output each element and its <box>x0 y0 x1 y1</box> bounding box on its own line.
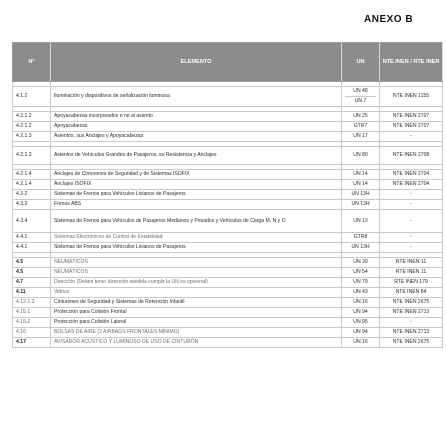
row-element: Protección para Colisión Lateral <box>51 318 342 328</box>
table-row <box>13 308 443 318</box>
table-row <box>13 190 443 200</box>
row-un: GTR7 <box>342 122 380 132</box>
table-row <box>13 180 443 190</box>
row-num: 4.2.1.4 <box>13 180 51 190</box>
regulations-table <box>12 42 443 348</box>
row-num: 4.5 <box>13 258 51 268</box>
row-element: Asientos, sus Anclajes y Apoyacabezas <box>51 132 342 142</box>
table-row <box>13 328 443 338</box>
header-element: ELEMENTO <box>51 43 342 82</box>
row-rte: - <box>380 210 443 233</box>
row-num: 4.3.3 <box>13 200 51 210</box>
row-element: NEUMÁTICOS <box>51 268 342 278</box>
table-row <box>13 288 443 298</box>
row-num: 4.2.1.3 <box>13 132 51 142</box>
row-rte: - <box>380 200 443 210</box>
row-un-value: UN 7 <box>345 96 376 106</box>
row-element: AVISADOR ACÚSTICO Y LUMINOSO DE USO DE CINTURÓN <box>51 338 342 348</box>
table-row <box>13 318 443 328</box>
row-rte: NTE INEN 2713 <box>380 328 443 338</box>
table-row <box>13 233 443 243</box>
table-row <box>13 298 443 308</box>
row-num: 4.11 <box>13 288 51 298</box>
table-row <box>13 210 443 233</box>
row-element: Asientos de Vehículos Grandes de Pasajeros, su Resistencia y Anclajes <box>51 147 342 165</box>
row-un: UN 17 <box>342 132 380 142</box>
header-un: UN <box>342 43 380 82</box>
table-row <box>13 268 443 278</box>
row-un: UN 79 <box>342 278 380 288</box>
row-un: GTR8 <box>342 233 380 243</box>
row-num: 4.4.1 <box>13 233 51 243</box>
row-rte: NTE INEN 2675 <box>380 298 443 308</box>
header-rte: NTE INEN / RTE INEN <box>380 43 443 82</box>
row-un: UN 95 <box>342 318 380 328</box>
row-rte: RTE INEN 11 <box>380 268 443 278</box>
row-element: Sistemas de Frenos para Vehículos Livianos de Pasajeros <box>51 243 342 253</box>
row-un: UN 13H <box>342 200 380 210</box>
row-un: UN 54 <box>342 268 380 278</box>
row-un: UN 25 <box>342 112 380 122</box>
row-element: Vidrios <box>51 288 342 298</box>
header-num: N° <box>13 43 51 82</box>
row-element: Cinturones de Seguridad y Sistemas de Retención Infantil <box>51 298 342 308</box>
row-rte: - <box>380 318 443 328</box>
row-un: UN 16 <box>342 338 380 348</box>
row-un-value: UN 48 <box>353 88 368 94</box>
row-element: Anclajes ISOFIX <box>51 180 342 190</box>
row-num: 4.2.1.4 <box>13 170 51 180</box>
row-num: 4.12.1.3 <box>13 298 51 308</box>
row-rte: NTE INEN 1155 <box>380 87 443 107</box>
row-un: UN 80 <box>342 147 380 165</box>
row-num: 4.2.1.3 <box>13 147 51 165</box>
row-rte: NTE INEN 2707 <box>380 112 443 122</box>
row-element: BOLSAS DE AIRE (2 AIRBAGS FRONTALES MÍNIMO) <box>51 328 342 338</box>
row-rte: - <box>380 190 443 200</box>
row-num: 4.7 <box>13 278 51 288</box>
row-element: Sistemas Electrónicos de Control de Estabilidad <box>51 233 342 243</box>
row-rte: - <box>380 233 443 243</box>
row-element: Apoyacabezas <box>51 122 342 132</box>
row-rte: NTE INEN 84 <box>380 288 443 298</box>
table-row <box>13 147 443 165</box>
row-num: 4.16 <box>13 328 51 338</box>
row-element: NEUMÁTICOS <box>51 258 342 268</box>
row-rte: - <box>380 132 443 142</box>
row-un: UN 94 <box>342 328 380 338</box>
row-un: UN 43 <box>342 288 380 298</box>
row-un <box>342 87 380 107</box>
table-row <box>13 87 443 107</box>
row-rte: NTE INEN 2707 <box>380 122 443 132</box>
row-num: 4.15.1 <box>13 308 51 318</box>
table-header-row <box>13 43 443 82</box>
table-row <box>13 122 443 132</box>
row-element: Protección para Colisión Frontal <box>51 308 342 318</box>
row-un: UN 14 <box>342 180 380 190</box>
row-rte: RTE INEN 179 <box>380 278 443 288</box>
row-num: 4.4.1 <box>13 243 51 253</box>
row-num: 4.2.1.2 <box>13 112 51 122</box>
row-rte: NTE INEN 2713 <box>380 308 443 318</box>
row-element: Iluminación y dispositivos de señalización luminosa <box>51 87 342 107</box>
row-element: Dirección (Deben tener dirección asistida cumplir la UN es opcional) <box>51 278 342 288</box>
row-rte: NTE INEN 2675 <box>380 338 443 348</box>
row-un: UN 30 <box>342 258 380 268</box>
table-row <box>13 338 443 348</box>
row-num: 4.15.2 <box>13 318 51 328</box>
row-element: Frenos ABS <box>51 200 342 210</box>
annex-title: ANEXO B <box>364 14 414 25</box>
row-element: Apoyacabezas incorporados o no al asiento <box>51 112 342 122</box>
table-row <box>13 243 443 253</box>
table-row <box>13 170 443 180</box>
row-num: 4.17 <box>13 338 51 348</box>
row-rte: NTE INEN 2708 <box>380 147 443 165</box>
row-num: 4.1.2 <box>13 87 51 107</box>
row-rte: - <box>380 243 443 253</box>
row-un: UN 13H <box>342 190 380 200</box>
table-row <box>13 200 443 210</box>
row-num: 4.5 <box>13 268 51 278</box>
row-num: 4.2.1.2 <box>13 122 51 132</box>
row-num: 4.3.2 <box>13 190 51 200</box>
table-row <box>13 258 443 268</box>
row-un: UN 14 <box>342 170 380 180</box>
row-element: Sistemas de Frenos para Vehículos Livianos de Pasajeros <box>51 190 342 200</box>
table-row <box>13 112 443 122</box>
table-row <box>13 132 443 142</box>
row-rte: NTE INEN 2704 <box>380 170 443 180</box>
row-element: Sistemas de Frenos para Vehículos de Pasajeros Medianos y Pesados y Vehículos de Carga M, N y O <box>51 210 342 233</box>
row-rte: RTE INEN 11 <box>380 258 443 268</box>
row-element: Anclajes de Cinturones de Seguridad y de Sistemas ISOFIX <box>51 170 342 180</box>
table-row <box>13 278 443 288</box>
row-un: UN 13H <box>342 243 380 253</box>
row-un: UN 13 <box>342 210 380 233</box>
row-un: UN 16 <box>342 298 380 308</box>
row-num: 4.3.4 <box>13 210 51 233</box>
row-un: UN 94 <box>342 308 380 318</box>
row-rte: NTE INEN 2704 <box>380 180 443 190</box>
